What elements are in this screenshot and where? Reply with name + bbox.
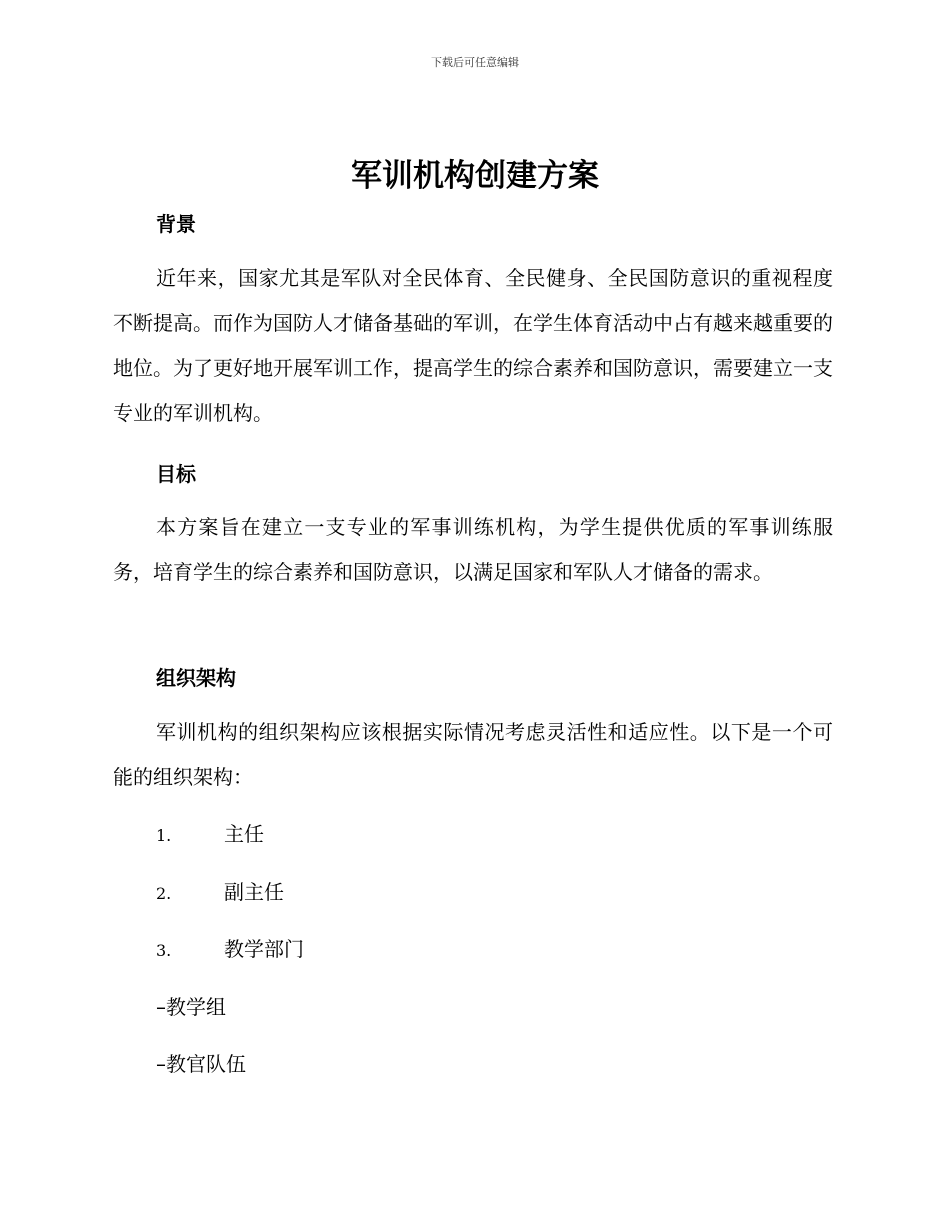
list-item-number: 2.: [156, 884, 172, 903]
paragraph-organization: 军训机构的组织架构应该根据实际情况考虑灵活性和适应性。以下是一个可能的组织架构：: [113, 720, 833, 789]
paragraph-background: 近年来，国家尤其是军队对全民体育、全民健身、全民国防意识的重视程度不断提高。而作为国防人才储备基础的军训，在学生体育活动中占有越来越重要的地位。为了更好地开展军训工作，提高学生的综合素养和国防意识，需要建立一支专业的军训机构。: [113, 266, 833, 425]
sub-list-item: –教学组: [156, 995, 226, 1019]
list-item-label: 副主任: [224, 880, 284, 904]
section-heading-organization: 组织架构: [156, 666, 236, 690]
list-item-number: 1.: [156, 826, 172, 845]
list-item-number: 3.: [156, 941, 172, 960]
header-note: 下载后可任意编辑: [431, 56, 519, 69]
sub-list-item: –教官队伍: [156, 1052, 246, 1076]
section-heading-goal: 目标: [156, 462, 196, 486]
document-title: 军训机构创建方案: [351, 158, 599, 194]
section-heading-background: 背景: [156, 212, 196, 236]
paragraph-goal: 本方案旨在建立一支专业的军事训练机构，为学生提供优质的军事训练服务，培育学生的综合素养和国防意识，以满足国家和军队人才储备的需求。: [113, 515, 833, 584]
list-item-label: 主任: [224, 822, 264, 846]
list-item-label: 教学部门: [224, 937, 304, 961]
list-item: [156, 819, 264, 849]
list-item: [156, 934, 304, 964]
list-item: [156, 877, 284, 907]
